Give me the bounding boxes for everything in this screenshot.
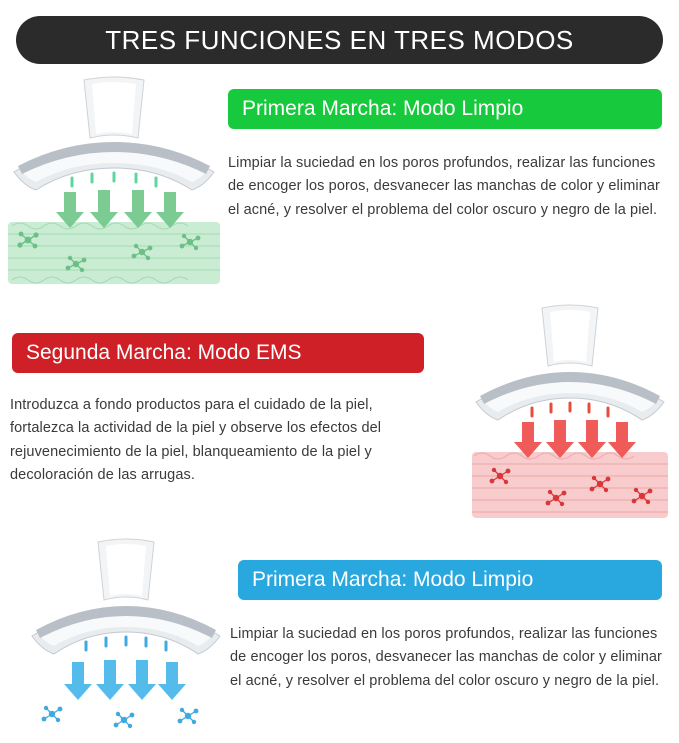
page-header-banner (16, 16, 663, 64)
section-body-modo-limpio-2: Limpiar la suciedad en los poros profundos, realizar las funciones de encoger los poros, desvanecer las manchas de color y eliminar el acné, y resolver el problema del color oscuro y negro de la piel. (230, 626, 662, 689)
device-red-light-icon (470, 300, 670, 525)
section-body-modo-ems: Introduzca a fondo productos para el cuidado de la piel, fortalezca la actividad de la piel y observe los efectos del rejuvenecimiento de la piel, blanqueamiento de la piel y decoloración de las arrugas. (10, 397, 382, 484)
section-label-text: Segunda Marcha: Modo EMS (26, 341, 302, 364)
device-illustration-red (470, 300, 670, 525)
device-blue-light-icon (28, 538, 224, 738)
section-label-text: Primera Marcha: Modo Limpio (252, 568, 534, 591)
section-label-modo-ems (12, 333, 424, 373)
section-body-modo-limpio-1: Limpiar la suciedad en los poros profundos, realizar las funciones de encoger los poros, desvanecer las manchas de color y eliminar el acné, y resolver el problema del color oscuro y negro de la piel. (228, 155, 660, 218)
section-label-text: Primera Marcha: Modo Limpio (242, 97, 524, 120)
section-label-modo-limpio-1 (228, 89, 662, 129)
device-green-light-icon (6, 74, 222, 289)
section-label-modo-limpio-2 (238, 560, 662, 600)
device-illustration-blue (28, 538, 224, 738)
page-title: TRES FUNCIONES EN TRES MODOS (105, 24, 574, 55)
device-illustration-green (6, 74, 222, 289)
